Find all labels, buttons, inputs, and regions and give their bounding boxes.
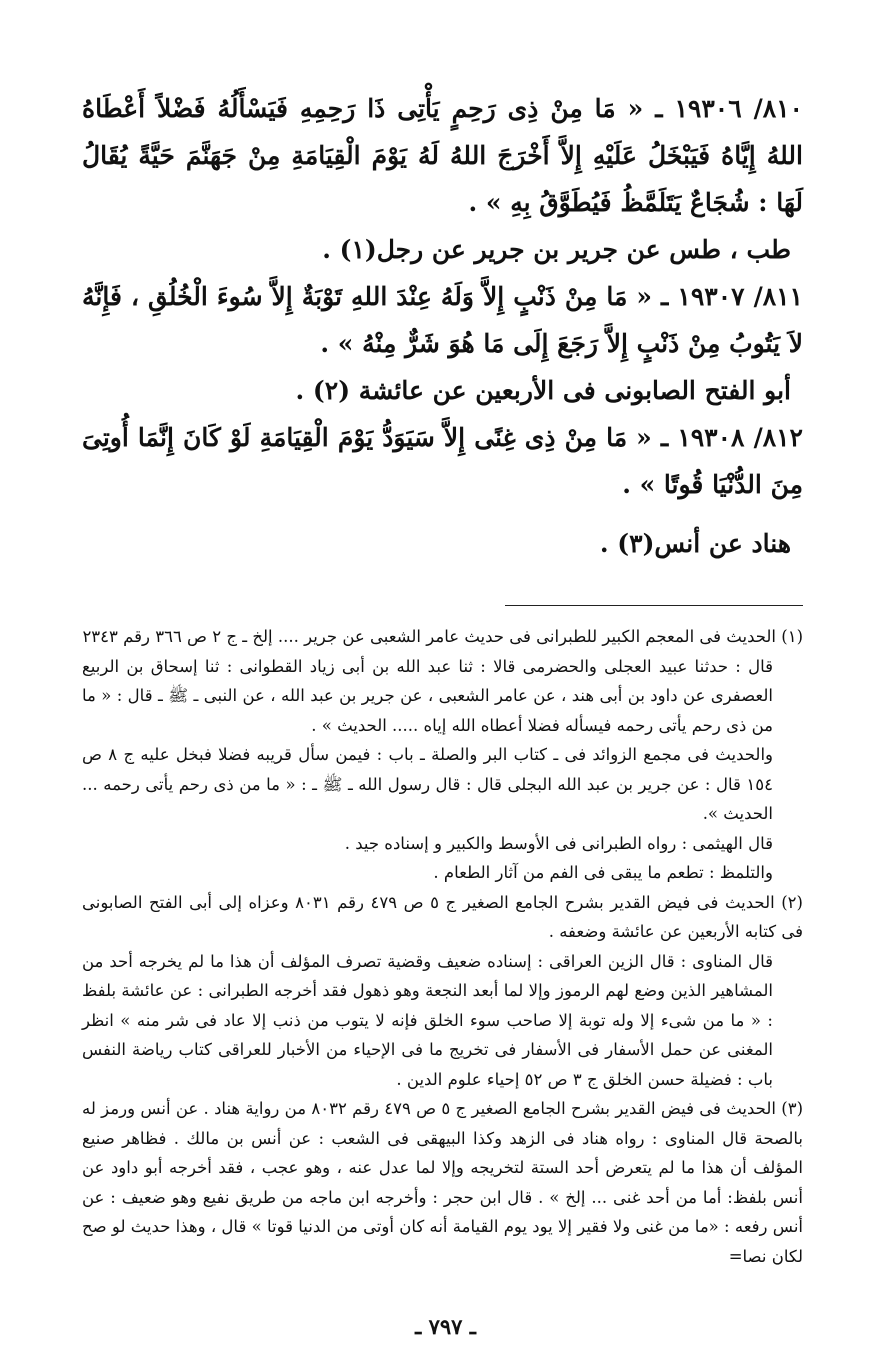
hadith-812-source: هناد عن أنس(٣) .: [599, 529, 791, 558]
footnote-1: [82, 622, 803, 888]
footnote-3: [82, 1094, 803, 1271]
footnote-paragraph: (٣) الحديث فى فيض القدير بشرح الجامع الصغير ج ٥ ص ٤٧٩ رقم ٨٠٣٢ من رواية هناد . عن أنس ورمز له بالصحة قال المناوى : رواه هناد فى الزهد وكذا البيهقى فى الشعب : عن أنس بن مالك . فظاهر صنيع المؤلف أن هذا ما لم يتعرض أحد الستة لتخريجه وإلا لما عدل عنه ، وهو عجب ، فقد أخرجه أبو داود عن أنس بلفظ: أما من أحد غنى ... إلخ » . قال ابن حجر : وأخرجه ابن ماجه من طريق نفيع وهو ضعيف : عن أنس رفعه : «ما من غنى ولا فقير إلا يود يوم القيامة أنه كان أوتى من الدنيا قوتا » قال ، وهذا حديث لو صح لكان نصا=: [82, 1099, 803, 1266]
hadith-811-source: أبو الفتح الصابونى فى الأربعين عن عائشة (٢) .: [295, 376, 791, 405]
hadith-812-text: ٨١٢/ ١٩٣٠٨ ـ « مَا مِنْ ذِى غِنًى إِلاَّ سَيَوَدُّ يَوْمَ الْقِيَامَةِ لَوْ كَانَ إِنَّمَا أُوتِىَ مِنَ الدُّنْيَا قُوتًا » .: [82, 423, 803, 499]
footnote-paragraph: قال : حدثنا عبيد العجلى والحضرمى قالا : ثنا عبد الله بن أبى زياد القطوانى : ثنا إسحاق بن الربيع العصفرى عن داود بن أبى هند ، عن عامر الشعبى ، عن جرير بن عبد الله ، عن النبى ـ ﷺ ـ قال : « ما من ذى رحم يأتى رحمه فيسأله فضلا أعطاه الله إياه ..... الحديث » .: [82, 656, 773, 735]
footnotes: [82, 622, 803, 1271]
footnote-paragraph: (٢) الحديث فى فيض القدير بشرح الجامع الصغير ج ٥ ص ٤٧٩ رقم ٨٠٣١ وعزاه إلى أبى الفتح الصابونى فى كتابه الأربعين عن عائشة وضعفه .: [82, 892, 803, 941]
footnote-separator: [505, 605, 803, 606]
footnote-paragraph: والحديث فى مجمع الزوائد فى ـ كتاب البر والصلة ـ باب : فيمن سأل قريبه فضلا فبخل عليه ج ٨ ص ١٥٤ قال : عن جرير بن عبد الله البجلى قال : قال رسول الله ـ ﷺ ـ : « ما من ذى رحم يأتى رحمه ... الحديث ».: [82, 745, 773, 823]
footnote-paragraph: قال المناوى : قال الزين العراقى : إسناده ضعيف وقضية تصرف المؤلف أن هذا ما لم يخرجه أحد من المشاهير الذين وضع لهم الرموز وإلا لما أبعد النجعة وهو ذهول فقد أخرجه الطبرانى : عن عائشة بلفظ : « ما من شىء إلا وله توبة إلا صاحب سوء الخلق فإنه لا يتوب من ذنب إلا عاد فى شر منه » انظر المغنى عن حمل الأسفار فى الأسفار فى تخريج ما فى الإحياء من الأخبار للعراقى كتاب رياضة النفس باب : فضيلة حسن الخلق ج ٣ ص ٥٢ إحياء علوم الدين .: [82, 951, 773, 1089]
hadith-810-text: ٨١٠/ ١٩٣٠٦ ـ « مَا مِنْ ذِى رَحِمٍ يَأْتِى ذَا رَحِمِهِ فَيَسْأَلُهُ فَضْلاً أَعْطَاهُ اللهُ إِيَّاهُ فَيَبْخَلُ عَلَيْهِ إِلاَّ أَخْرَجَ اللهُ لَهُ يَوْمَ الْقِيَامَةِ مِنْ جَهَنَّمَ حَيَّةً يُقَالُ لَهَا : شُجَاعٌ يَتَلَمَّظُ فَيُطَوَّقُ بِهِ » .: [82, 94, 803, 217]
footnote-paragraph: قال الهيثمى : رواه الطبرانى فى الأوسط والكبير و إسناده جيد .: [344, 833, 773, 853]
footnote-paragraph: والتلمظ : تطعم ما يبقى فى الفم من آثار الطعام .: [433, 863, 773, 882]
footnote-paragraph: (١) الحديث فى المعجم الكبير للطبرانى فى حديث عامر الشعبى عن جرير .... إلخ ـ ج ٢ ص ٣٦٦ رقم ٢٣٤٣: [82, 627, 803, 646]
hadith-section: [82, 85, 803, 567]
hadith-810-source: طب ، طس عن جرير بن جرير عن رجل(١) .: [322, 235, 791, 264]
footnote-2: [82, 888, 803, 1095]
hadith-811-text: ٨١١/ ١٩٣٠٧ ـ « مَا مِنْ ذَنْبٍ إِلاَّ وَلَهُ عِنْدَ اللهِ تَوْبَةٌ إِلاَّ سُوءَ الْخُلُقِ ، فَإِنَّهُ لاَ يَتُوبُ مِنْ ذَنْبٍ إِلاَّ رَجَعَ إِلَى مَا هُوَ شَرٌّ مِنْهُ » .: [82, 282, 803, 358]
page-number: ـ ٧٩٧ ـ: [415, 1314, 476, 1339]
